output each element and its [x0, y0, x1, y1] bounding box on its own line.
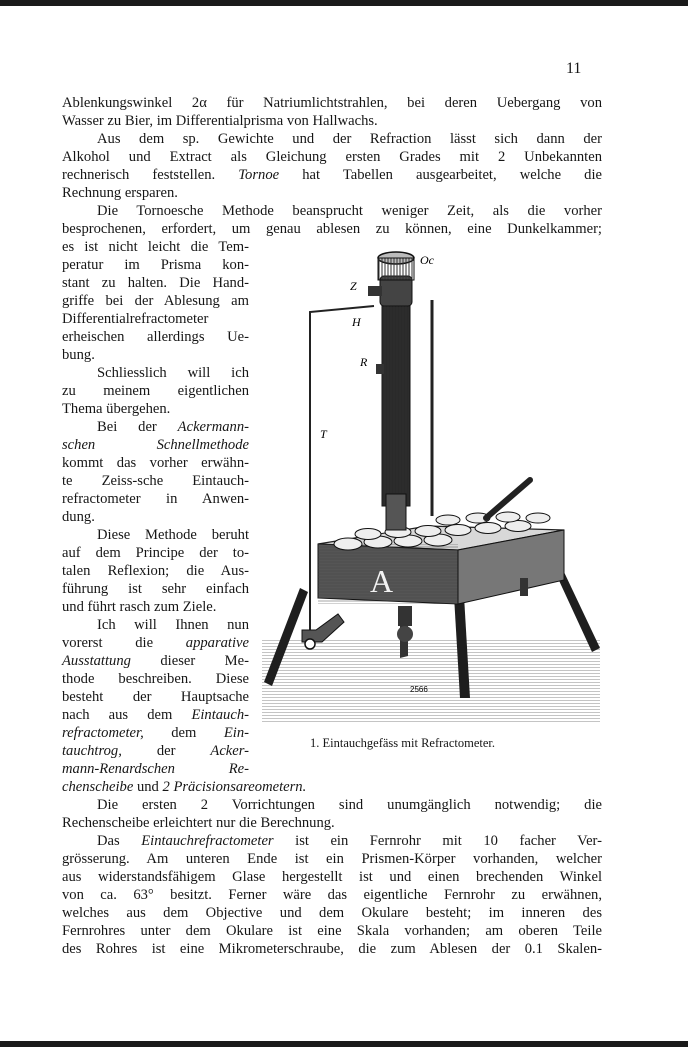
text-line: talen Reflexion; die Aus- — [62, 563, 249, 579]
text-line: Rechnung ersparen. — [62, 185, 178, 201]
text-line: von ca. 63° besitzt. Ferner wäre das eigentliche Fernrohr zu erwähnen, — [62, 887, 602, 903]
text-line: stant zu halten. Die Hand- — [62, 275, 249, 291]
text-line: Das Eintauchrefractometer ist ein Fernrohr mit 10 facher Ver- — [97, 833, 602, 849]
text-line: mann-Renardschen Re- — [62, 761, 249, 777]
text-line: Ich will Ihnen nun — [97, 617, 249, 633]
text-line: Differentialrefractometer — [62, 311, 209, 327]
text-line: Thema übergehen. — [62, 401, 171, 417]
text-line: aus widerstandsfähigem Glase hergestellt ist und einen brechenden Winkel — [62, 869, 602, 885]
text-line: griffe bei der Ablesung am — [62, 293, 249, 309]
text-line: tauchtrog, der Acker- — [62, 743, 249, 759]
prism-body — [386, 494, 406, 530]
text-line: kommt das vorher erwähn- — [62, 455, 249, 471]
text-line: Die Tornoesche Methode beansprucht weniger Zeit, als die vorher — [97, 203, 602, 219]
text-line: Schliesslich will ich — [97, 365, 249, 381]
text-line: bung. — [62, 347, 95, 363]
floor-shading — [262, 638, 600, 724]
text-line: vorerst die apparative — [62, 635, 249, 651]
text-line: führung ist sehr einfach — [62, 581, 249, 597]
drain-tap — [398, 606, 412, 626]
stand-foot — [302, 614, 344, 642]
text-line: und führt rasch zum Ziele. — [62, 599, 217, 615]
text-line: refractometer, dem Ein- — [62, 725, 249, 741]
text-line: Alkohol und Extract als Gleichung ersten Grades mit 2 Unbekannten — [62, 149, 602, 165]
text-line: es ist nicht leicht die Tem- — [62, 239, 249, 255]
text-line: Bei der Ackermann- — [97, 419, 249, 435]
tap-knob — [397, 626, 413, 642]
text-line: Ausstattung dieser Me- — [62, 653, 249, 669]
text-line: Rechenscheibe erleichtert nur die Berechnung. — [62, 815, 335, 831]
text-line: erheischen allerdings Ue- — [62, 329, 249, 345]
text-line: Ablenkungswinkel 2α für Natriumlichtstrahlen, bei deren Uebergang von — [62, 95, 602, 111]
text-line: rechnerisch feststellen. Tornoe hat Tabellen ausgearbeitet, welche die — [62, 167, 602, 183]
text-line: Wasser zu Bier, im Differentialprisma von Hallwachs. — [62, 113, 378, 129]
figure-caption: 1. Eintauchgefäss mit Refractometer. — [310, 736, 496, 750]
text-line: dung. — [62, 509, 95, 525]
label-t: T — [320, 427, 327, 441]
label-oc: Oc — [420, 253, 434, 267]
text-line: besprochenen, erfordert, um genau ablesen zu können, eine Dunkelkammer; — [62, 221, 602, 237]
text-line: Diese Methode beruht — [97, 527, 249, 543]
text-line: des Rohres ist eine Mikrometerschraube, die zum Ablesen der 0.1 Skalen- — [62, 941, 602, 957]
text-line: Fernrohres unter dem Okulare ist eine Skala vorhanden; am oberen Teile — [62, 923, 602, 939]
text-line: auf dem Principe der to- — [62, 545, 249, 561]
label-z: Z — [350, 279, 357, 293]
text-line: peratur im Prisma kon- — [62, 257, 249, 273]
bottom-border — [0, 1041, 688, 1047]
text-line: refractometer in Anwen- — [62, 491, 249, 507]
label-r: R — [360, 355, 368, 369]
text-line: welches aus dem Objective und dem Okulare besteht; im inneren des — [62, 905, 602, 921]
page-number: 11 — [566, 60, 582, 77]
text-line: besteht der Hauptsache — [62, 689, 249, 705]
text-line: zu meinem eigentlichen — [62, 383, 249, 399]
text-line: schen Schnellmethode — [62, 437, 249, 453]
refractometer-illustration — [258, 246, 602, 726]
text-line: thode beschreiben. Diese — [62, 671, 249, 687]
side-tap — [520, 578, 528, 596]
text-line: chenscheibe und 2 Präcisionsareometern. — [62, 779, 307, 795]
top-border — [0, 0, 688, 6]
text-line: te Zeiss-sche Eintauch- — [62, 473, 249, 489]
label-h: H — [352, 315, 361, 329]
plate-number: 2566 — [410, 685, 428, 694]
text-line: Aus dem sp. Gewichte und der Refraction lässt sich dann der — [97, 131, 602, 147]
text-line: Die ersten 2 Vorrichtungen sind unumgänglich notwendig; die — [97, 797, 602, 813]
label-a: A — [370, 563, 394, 599]
text-line: nach aus dem Eintauch- — [62, 707, 249, 723]
text-line: grösserung. Am unteren Ende ist ein Prismen-Körper vorhanden, welcher — [62, 851, 602, 867]
micrometer-screw — [368, 286, 382, 296]
